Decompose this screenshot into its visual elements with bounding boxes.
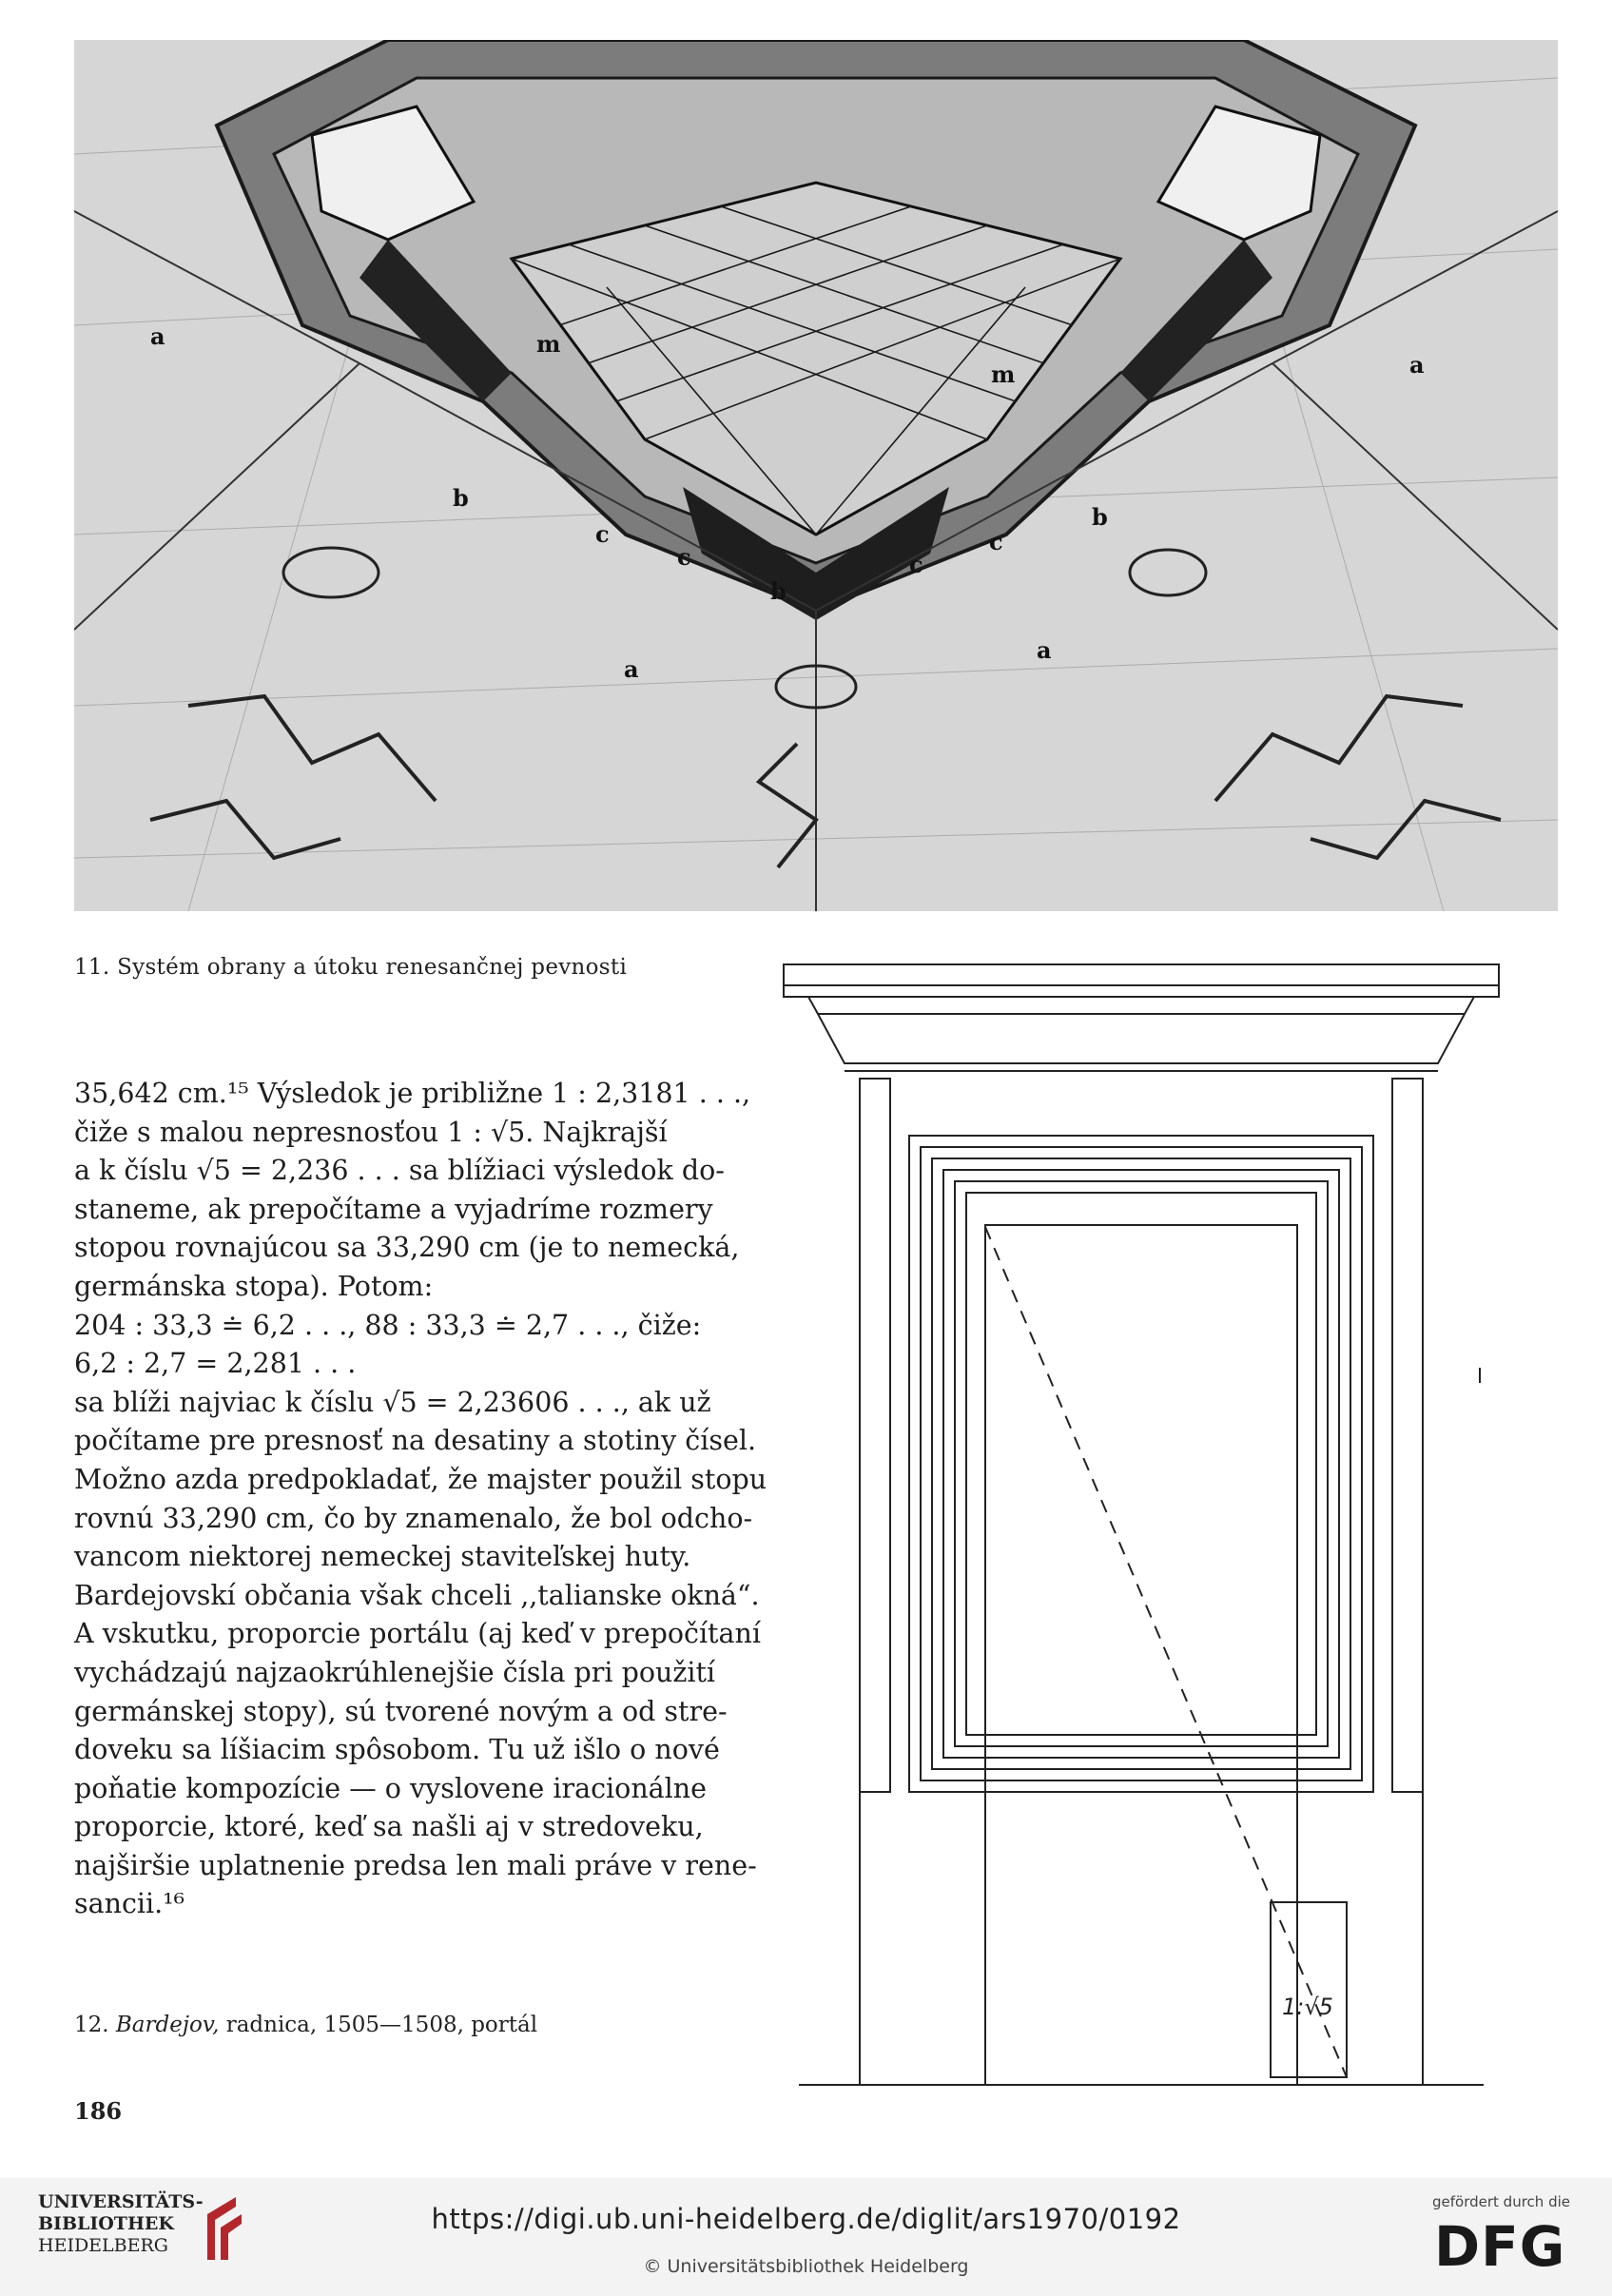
plate-label-c-3: c bbox=[909, 551, 923, 578]
text-line: čiže s malou nepresnosťou 1 : √5. Najkrajší bbox=[74, 1116, 668, 1148]
plate-label-a-1: a bbox=[150, 322, 165, 350]
figure-12-caption-rest: radnica, 1505—1508, portál bbox=[219, 2013, 538, 2037]
plate-label-a-4: a bbox=[624, 655, 639, 683]
plate-label-b-1: b bbox=[453, 484, 469, 512]
page-number: 186 bbox=[74, 2097, 123, 2125]
figure-12-caption bbox=[74, 2013, 537, 2037]
plate-label-a-2: a bbox=[1409, 351, 1425, 379]
library-name-line3: HEIDELBERG bbox=[38, 2235, 168, 2256]
plate-label-c-4: c bbox=[989, 528, 1003, 555]
plate-label-c-2: c bbox=[677, 543, 691, 571]
text-line: Možno azda predpokladať, že majster použil stopu bbox=[74, 1463, 767, 1495]
plate-label-b-2: b bbox=[770, 577, 787, 605]
fortress-plan-engraving bbox=[74, 40, 1558, 911]
body-text bbox=[74, 1075, 797, 1924]
dfg-wordmark: DFG bbox=[1434, 2216, 1566, 2275]
text-line: a k číslu √5 = 2,236 . . . sa blížiaci výsledok do- bbox=[74, 1155, 725, 1187]
dfg-logo[interactable] bbox=[1432, 2193, 1584, 2279]
text-line: najširšie uplatnenie predsa len mali práve v rene- bbox=[74, 1849, 757, 1881]
text-line: Bardejovskí občania však chceli ,,talianske okná“. bbox=[74, 1579, 760, 1611]
plate-label-b-3: b bbox=[1092, 503, 1108, 531]
library-name-line2: BIBLIOTHEK bbox=[38, 2213, 174, 2234]
text-line: sa blíži najviac k číslu √5 = 2,23606 . . ., ak už bbox=[74, 1386, 711, 1418]
library-name-line1: UNIVERSITÄTS- bbox=[38, 2191, 204, 2212]
ratio-label: 1:√5 bbox=[1282, 1994, 1333, 2020]
portal-drawing bbox=[780, 959, 1503, 2092]
plate-label-m-2: m bbox=[991, 360, 1016, 388]
document-url[interactable]: https://digi.ub.uni-heidelberg.de/diglit/ars1970/0192 bbox=[431, 2203, 1181, 2235]
figure-11-caption: 11. Systém obrany a útoku renesančnej pevnosti bbox=[74, 955, 628, 980]
copyright-notice: © Universitätsbibliothek Heidelberg bbox=[643, 2256, 969, 2277]
text-line: germánska stopa). Potom: bbox=[74, 1270, 434, 1302]
text-line: 35,642 cm.¹⁵ Výsledok je približne 1 : 2,3181 . . ., bbox=[74, 1078, 751, 1109]
text-line: stopou rovnajúcou sa 33,290 cm (je to nemecká, bbox=[74, 1232, 740, 1264]
plate-label-c-1: c bbox=[595, 520, 610, 548]
text-line: sancii.¹⁶ bbox=[74, 1888, 185, 1920]
text-line: 6,2 : 2,7 = 2,281 . . . bbox=[74, 1348, 357, 1380]
text-line: počítame pre presnosť na desatiny a stotiny čísel. bbox=[74, 1425, 757, 1457]
text-line: germánskej stopy), sú tvorené novým a od stre- bbox=[74, 1695, 728, 1727]
funding-text: gefördert durch die bbox=[1432, 2193, 1570, 2210]
text-line: proporcie, ktoré, keď sa našli aj v stredoveku, bbox=[74, 1811, 704, 1843]
figure-12-caption-number: 12. bbox=[74, 2013, 116, 2037]
text-line: vancom niektorej nemeckej staviteľskej huty. bbox=[74, 1541, 691, 1573]
plate-label-a-3: a bbox=[1037, 636, 1052, 664]
text-line: poňatie kompozície — o vyslovene iracionálne bbox=[74, 1772, 708, 1804]
text-line: doveku sa líšiacim spôsobom. Tu už išlo o nové bbox=[74, 1734, 720, 1766]
text-line: A vskutku, proporcie portálu (aj keď v prepočítaní bbox=[74, 1618, 761, 1650]
text-line: rovnú 33,290 cm, čo by znamenalo, že bol odcho- bbox=[74, 1502, 753, 1534]
text-line: vychádzajú najzaokrúhlenejšie čísla pri použití bbox=[74, 1656, 716, 1688]
text-line: 204 : 33,3 ≐ 6,2 . . ., 88 : 33,3 ≐ 2,7 . . ., čiže: bbox=[74, 1309, 702, 1341]
plate-label-m-1: m bbox=[536, 330, 561, 358]
dfg-wordmark-icon bbox=[1432, 2216, 1584, 2275]
text-line: staneme, ak prepočítame a vyjadríme rozmery bbox=[74, 1193, 713, 1225]
figure-12-caption-place: Bardejov, bbox=[115, 2013, 220, 2037]
